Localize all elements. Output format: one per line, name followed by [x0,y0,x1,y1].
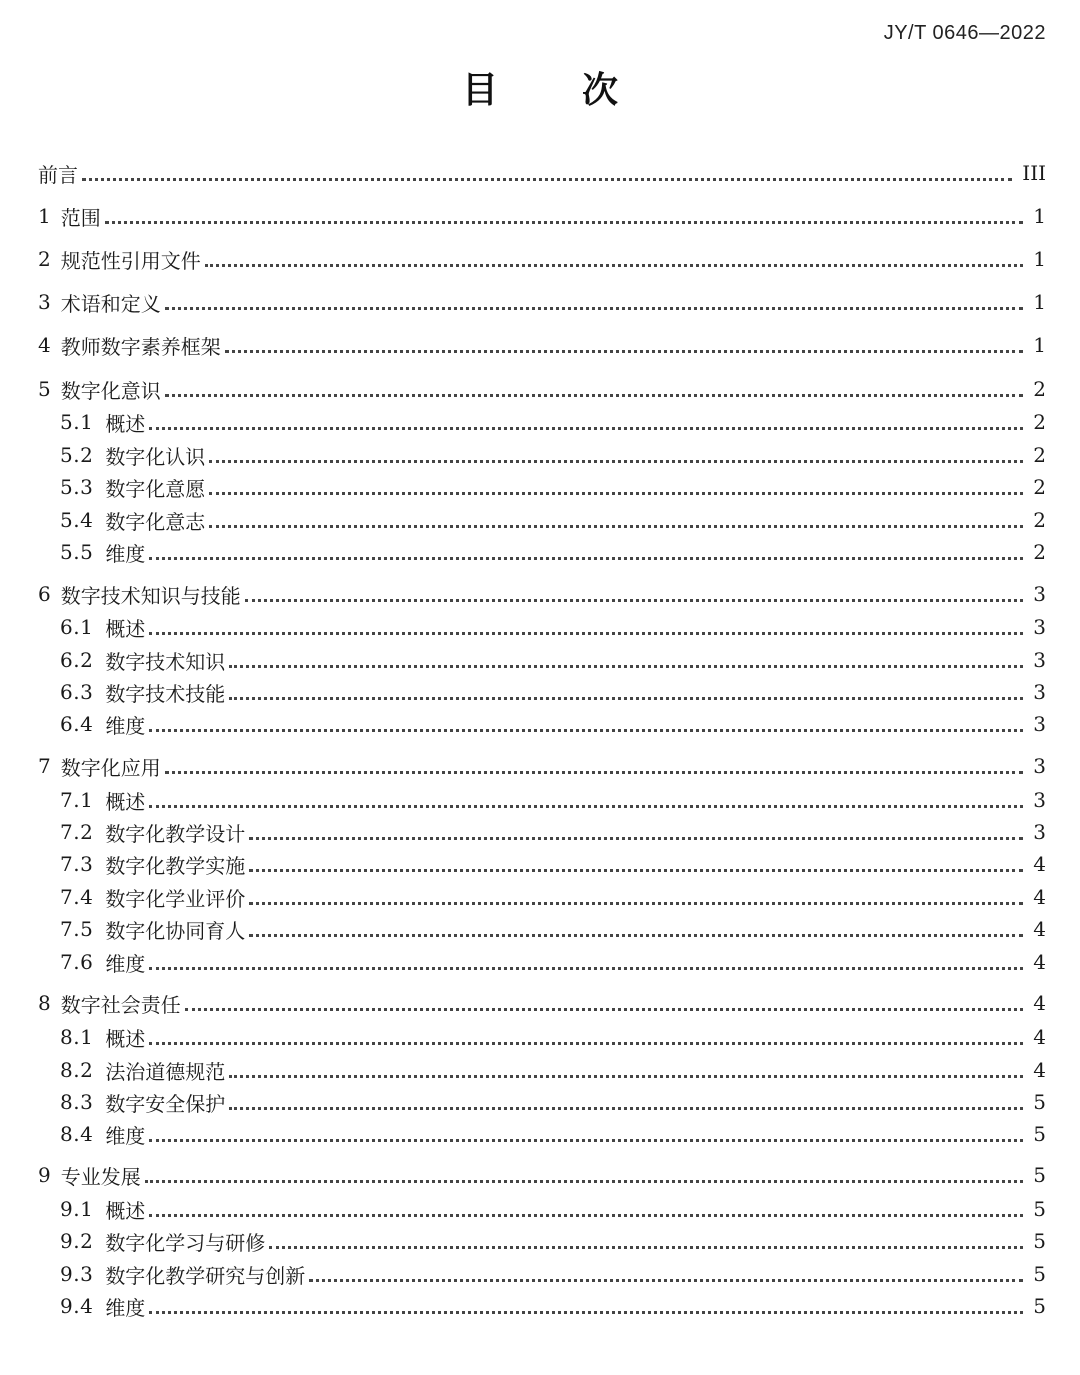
toc-entry-number: 6.2 [60,648,94,672]
toc-entry-page: 4 [1033,1025,1046,1049]
dot-leader [249,869,1023,872]
toc-entry-page: 1 [1033,204,1046,228]
toc-entry-page: 3 [1033,582,1046,606]
toc-entry-number: 6.1 [60,615,94,639]
toc-entry-page: 5 [1033,1197,1046,1221]
toc-entry[interactable] [60,678,1046,706]
toc-entry-label: 数字化意愿 [105,476,206,501]
toc-entry-label: 数字化教学设计 [105,821,246,846]
toc-entry-page: 3 [1033,648,1046,672]
toc-entry-page: 4 [1033,852,1046,876]
toc-entry[interactable] [60,441,1046,469]
toc-entry[interactable] [60,538,1046,566]
dot-leader [149,1139,1023,1142]
toc-entry-page: 2 [1033,410,1046,434]
toc-entry-page: 2 [1033,540,1046,564]
toc-entry-page: 1 [1033,333,1046,357]
toc-entry-page: 3 [1033,615,1046,639]
dot-leader [149,557,1023,560]
dot-leader [149,1042,1023,1045]
toc-entry-page: 4 [1033,885,1046,909]
toc-entry-label: 规范性引用文件 [60,248,201,273]
toc-entry-number: 5.4 [60,508,94,532]
dot-leader [82,178,1012,181]
toc-entry-label: 数字化学习与研修 [105,1230,266,1255]
toc-entry-number: 7.2 [60,820,94,844]
toc-entry-label: 数字化应用 [60,755,161,780]
toc-entry-label: 教师数字素养框架 [60,334,221,359]
toc-entry-number: 8.4 [60,1122,94,1146]
toc-entry-label: 概述 [105,789,146,814]
toc-entry-number: 6.3 [60,680,94,704]
toc-entry-page: 2 [1033,443,1046,467]
toc-entry[interactable] [60,646,1046,674]
dot-leader [309,1279,1023,1282]
dot-leader [165,394,1024,397]
dot-leader [105,221,1024,224]
dot-leader [209,525,1023,528]
toc-entry-number: 8.2 [60,1058,94,1082]
toc-entry[interactable] [38,375,1046,403]
toc-entry-label: 术语和定义 [60,291,161,316]
toc-entry-page: 3 [1033,820,1046,844]
toc-entry[interactable] [60,786,1046,814]
toc-entry[interactable] [60,1195,1046,1223]
toc-entry-label: 维度 [105,713,146,738]
dot-leader [149,1214,1023,1217]
toc-entry[interactable] [60,1088,1046,1116]
toc-entry-number: 7.1 [60,788,94,812]
toc-entry-number: 5 [38,377,51,401]
toc-entry-label: 数字化教学研究与创新 [105,1263,306,1288]
dot-leader [225,350,1024,353]
toc-entry-label: 数字社会责任 [60,992,181,1017]
toc-entry-page: 3 [1033,680,1046,704]
dot-leader [245,599,1024,602]
toc-entry[interactable] [38,202,1046,230]
toc-entry[interactable] [38,159,1046,187]
toc-entry-page: 2 [1033,508,1046,532]
toc-entry-page: 5 [1033,1229,1046,1253]
toc-entry[interactable] [60,1023,1046,1051]
toc-entry[interactable] [38,245,1046,273]
toc-entry-label: 前言 [38,162,78,187]
toc-entry-label: 概述 [105,1026,146,1051]
dot-leader [149,805,1023,808]
toc-entry[interactable] [60,883,1046,911]
toc-entry[interactable] [60,710,1046,738]
toc-entry-number: 7.6 [60,950,94,974]
dot-leader [249,902,1023,905]
toc-entry-label: 概述 [105,411,146,436]
toc-entry-label: 专业发展 [60,1164,141,1189]
toc-entry-number: 9.1 [60,1197,94,1221]
toc-entry-number: 2 [38,247,51,271]
toc-entry-page: 3 [1033,754,1046,778]
toc-entry-number: 7.4 [60,885,94,909]
toc-entry[interactable] [60,408,1046,436]
toc-entry-page: 1 [1033,247,1046,271]
dot-leader [149,427,1023,430]
dot-leader [145,1180,1024,1183]
toc-entry-label: 数字技术知识 [105,649,226,674]
dot-leader [229,697,1023,700]
dot-leader [229,1107,1023,1110]
toc-entry-label: 数字安全保护 [105,1091,226,1116]
toc-entry-page: III [1022,161,1046,185]
toc-entry-label: 数字化意志 [105,509,206,534]
toc-entry-label: 数字化教学实施 [105,853,246,878]
toc-entry-page: 5 [1033,1122,1046,1146]
toc-entry[interactable] [60,1120,1046,1148]
toc-entry-page: 4 [1033,917,1046,941]
toc-entry[interactable] [60,948,1046,976]
dot-leader [229,1075,1023,1078]
toc-entry-label: 概述 [105,616,146,641]
dot-leader [165,771,1024,774]
dot-leader [249,837,1023,840]
toc-entry-number: 8 [38,991,51,1015]
dot-leader [205,264,1024,267]
toc-entry-number: 9.2 [60,1229,94,1253]
toc-entry-page: 5 [1033,1090,1046,1114]
toc-entry-label: 维度 [105,1295,146,1320]
toc-entry-number: 9 [38,1163,51,1187]
toc-entry-label: 维度 [105,1123,146,1148]
toc-entry-number: 7.5 [60,917,94,941]
toc-entry-number: 7.3 [60,852,94,876]
toc-entry-number: 9.3 [60,1262,94,1286]
toc-entry[interactable] [38,989,1046,1017]
toc-entry-page: 2 [1033,377,1046,401]
toc-entry-number: 9.4 [60,1294,94,1318]
dot-leader [209,460,1023,463]
dot-leader [209,492,1023,495]
toc-entry-number: 8.1 [60,1025,94,1049]
toc-entry-number: 4 [38,333,51,357]
standard-code: JY/T 0646—2022 [883,22,1046,44]
toc-entry-label: 维度 [105,541,146,566]
toc-entry-page: 5 [1033,1262,1046,1286]
toc-entry-page: 1 [1033,290,1046,314]
dot-leader [185,1008,1024,1011]
toc-entry[interactable] [60,506,1046,534]
dot-leader [149,967,1023,970]
toc-entry-page: 3 [1033,712,1046,736]
toc-entry-number: 1 [38,204,51,228]
toc-entry-number: 7 [38,754,51,778]
toc-entry-label: 数字化协同育人 [105,918,246,943]
toc-entry-page: 5 [1033,1294,1046,1318]
dot-leader [229,665,1023,668]
toc-entry-label: 数字化意识 [60,378,161,403]
toc-entry-page: 4 [1033,950,1046,974]
toc-entry[interactable] [60,850,1046,878]
toc-entry-number: 6.4 [60,712,94,736]
title-char-1: 目 [461,70,498,111]
toc-entry-label: 概述 [105,1198,146,1223]
dot-leader [165,307,1024,310]
dot-leader [149,632,1023,635]
toc-entry[interactable] [38,580,1046,608]
toc-entry[interactable] [38,752,1046,780]
toc-entry-page: 4 [1033,991,1046,1015]
toc-entry-number: 6 [38,582,51,606]
toc-entry-page: 2 [1033,475,1046,499]
dot-leader [149,1311,1023,1314]
toc-entry-label: 数字技术技能 [105,681,226,706]
toc-entry-page: 4 [1033,1058,1046,1082]
toc-entry[interactable] [60,473,1046,501]
dot-leader [269,1246,1023,1249]
toc-entry-number: 5.1 [60,410,94,434]
toc-entry-label: 数字化认识 [105,444,206,469]
toc-entry-number: 5.5 [60,540,94,564]
dot-leader [249,934,1023,937]
toc-entry-number: 8.3 [60,1090,94,1114]
toc-entry[interactable] [38,288,1046,316]
toc-entry[interactable] [60,915,1046,943]
dot-leader [149,729,1023,732]
toc-entry-label: 法治道德规范 [105,1059,226,1084]
toc-entry[interactable] [38,1161,1046,1189]
toc-entry[interactable] [60,1227,1046,1255]
toc-entry-number: 3 [38,290,51,314]
toc-entry[interactable] [60,1056,1046,1084]
toc-entry[interactable] [60,818,1046,846]
toc-entry-label: 数字技术知识与技能 [60,583,241,608]
toc-entry[interactable] [60,613,1046,641]
toc-entry-label: 维度 [105,951,146,976]
toc-entry[interactable] [60,1292,1046,1320]
toc-entry-page: 5 [1033,1163,1046,1187]
toc-entry[interactable] [38,331,1046,359]
toc-entry-label: 范围 [60,205,101,230]
toc-entry[interactable] [60,1260,1046,1288]
toc-entry-number: 5.3 [60,475,94,499]
title-char-2: 次 [582,70,619,111]
toc-entry-number: 5.2 [60,443,94,467]
toc-entry-label: 数字化学业评价 [105,886,246,911]
toc-entry-page: 3 [1033,788,1046,812]
